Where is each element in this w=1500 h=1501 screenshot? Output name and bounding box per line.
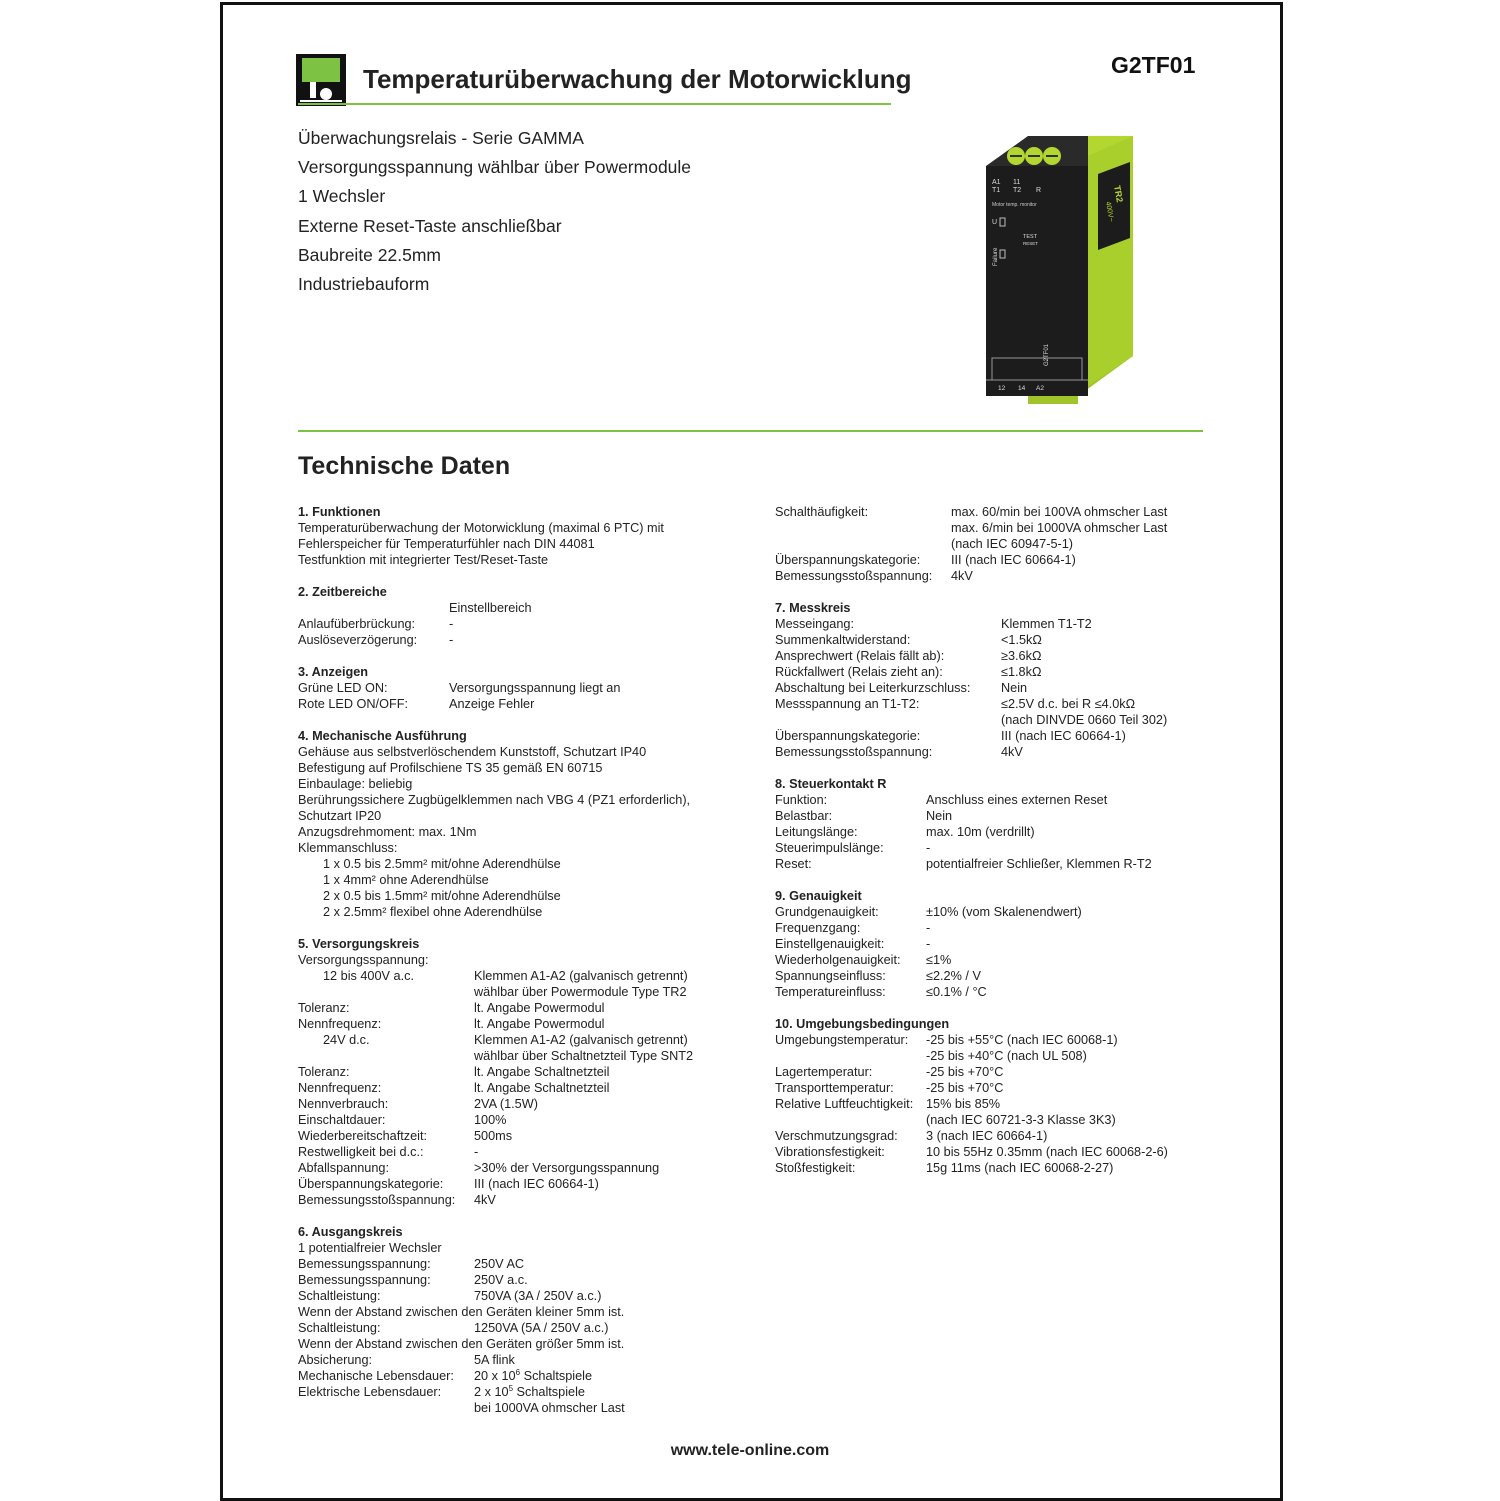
spec-key: Schalthäufigkeit: bbox=[775, 505, 869, 519]
spec-key: Bemessungsstoßspannung: bbox=[775, 569, 933, 583]
spec-key: 12 bis 400V a.c. bbox=[323, 969, 414, 983]
spec-line: Gehäuse aus selbstverlöschendem Kunststoff, Schutzart IP40 bbox=[298, 745, 647, 759]
spec-value: 10 bis 55Hz 0.35mm (nach IEC 60068-2-6) bbox=[926, 1145, 1168, 1159]
spec-value: (nach DINVDE 0660 Teil 302) bbox=[1001, 713, 1168, 727]
spec-key: Abfallspannung: bbox=[298, 1161, 389, 1175]
spec-row bbox=[775, 936, 1215, 952]
spec-row bbox=[775, 856, 1215, 872]
spec-section-title: 6. Ausgangskreis bbox=[298, 1225, 403, 1239]
spec-key: Nennverbrauch: bbox=[298, 1097, 389, 1111]
spec-key bbox=[775, 1112, 926, 1128]
spec-key: Anlaufüberbrückung: bbox=[298, 617, 416, 631]
spec-value: 15g 11ms (nach IEC 60068-2-27) bbox=[926, 1161, 1114, 1175]
spec-key: Nennfrequenz: bbox=[298, 1017, 382, 1031]
spec-row bbox=[775, 664, 1215, 680]
spec-key: Reset: bbox=[775, 857, 812, 871]
spec-section-title: 9. Genauigkeit bbox=[775, 889, 862, 903]
spec-key: Nennfrequenz: bbox=[298, 1081, 382, 1095]
spec-row bbox=[298, 968, 738, 984]
feature-item: Externe Reset-Taste anschließbar bbox=[298, 215, 562, 236]
spec-row bbox=[298, 1048, 738, 1064]
spec-key: Funktion: bbox=[775, 793, 828, 807]
spec-value: (nach IEC 60947-5-1) bbox=[951, 537, 1074, 551]
spec-value: 500ms bbox=[474, 1129, 513, 1143]
spec-value: (nach IEC 60721-3-3 Klasse 3K3) bbox=[926, 1113, 1116, 1127]
terminal-label: T1 bbox=[992, 187, 1001, 194]
spec-line: 2 x 0.5 bis 1.5mm² mit/ohne Aderendhülse bbox=[323, 889, 561, 903]
spec-row bbox=[298, 1112, 738, 1128]
spec-section-umgebung bbox=[775, 1016, 1215, 1176]
spec-value: lt. Angabe Powermodul bbox=[474, 1017, 605, 1031]
spec-key: Verschmutzungsgrad: bbox=[775, 1129, 898, 1143]
spec-key: Grundgenauigkeit: bbox=[775, 905, 879, 919]
spec-value: Anzeige Fehler bbox=[449, 697, 535, 711]
tele-logo-icon bbox=[296, 54, 346, 106]
terminal-label: A2 bbox=[1036, 385, 1044, 392]
spec-value: ≥3.6kΩ bbox=[1001, 649, 1042, 663]
spec-section-messkreis bbox=[775, 600, 1215, 760]
spec-row bbox=[775, 968, 1215, 984]
spec-value: 5A flink bbox=[474, 1353, 515, 1367]
spec-value: 250V a.c. bbox=[474, 1273, 528, 1287]
spec-row bbox=[775, 680, 1215, 696]
spec-row bbox=[298, 1288, 738, 1304]
spec-value: potentialfreier Schließer, Klemmen R-T2 bbox=[926, 857, 1152, 871]
spec-value: Klemmen A1-A2 (galvanisch getrennt) bbox=[474, 1033, 688, 1047]
spec-key: Frequenzgang: bbox=[775, 921, 861, 935]
spec-row bbox=[775, 1112, 1215, 1128]
feature-item: Überwachungsrelais - Serie GAMMA bbox=[298, 128, 584, 148]
terminal-label: R bbox=[1036, 187, 1042, 194]
spec-line: Testfunktion mit integrierter Test/Reset-Taste bbox=[298, 553, 549, 567]
spec-value: 250V AC bbox=[474, 1257, 525, 1271]
spec-section-title: 2. Zeitbereiche bbox=[298, 585, 387, 599]
spec-row bbox=[775, 904, 1215, 920]
spec-section-title: 10. Umgebungsbedingungen bbox=[775, 1017, 950, 1031]
spec-key bbox=[775, 1048, 926, 1064]
spec-key: Toleranz: bbox=[298, 1065, 350, 1079]
spec-line: Schutzart IP20 bbox=[298, 809, 382, 823]
spec-value: 2 x $10^5$ Schaltspiele bbox=[474, 1383, 585, 1399]
spec-value: -25 bis +70°C bbox=[926, 1065, 1004, 1079]
spec-line: Einbaulage: beliebig bbox=[298, 777, 413, 791]
spec-key: Auslöseverzögerung: bbox=[298, 633, 418, 647]
spec-value: Anschluss eines externen Reset bbox=[926, 793, 1108, 807]
spec-value: 3 (nach IEC 60664-1) bbox=[926, 1129, 1048, 1143]
spec-row bbox=[775, 616, 1215, 632]
spec-key: Schaltleistung: bbox=[298, 1289, 381, 1303]
spec-row bbox=[775, 520, 1215, 536]
device-label: Motor temp. monitor bbox=[992, 202, 1037, 208]
spec-value: max. 10m (verdrillt) bbox=[926, 825, 1035, 839]
spec-row bbox=[775, 808, 1215, 824]
spec-key: 24V d.c. bbox=[323, 1033, 370, 1047]
spec-key: Relative Luftfeuchtigkeit: bbox=[775, 1097, 914, 1111]
spec-row bbox=[298, 1256, 738, 1272]
feature-item: Versorgungsspannung wählbar über Powermodule bbox=[298, 157, 692, 178]
spec-value: lt. Angabe Powermodul bbox=[474, 1001, 605, 1015]
spec-section-anzeigen bbox=[298, 664, 738, 712]
feature-item: Baubreite 22.5mm bbox=[298, 244, 441, 265]
test-label: TEST bbox=[1023, 234, 1038, 240]
spec-row bbox=[298, 696, 738, 712]
spec-row bbox=[775, 1064, 1215, 1080]
model-label: G2TF01 bbox=[1044, 343, 1050, 366]
spec-value: 100% bbox=[474, 1113, 507, 1127]
spec-key: Transporttemperatur: bbox=[775, 1081, 894, 1095]
spec-section-versorgung bbox=[298, 936, 738, 1208]
spec-value: ≤1% bbox=[926, 953, 952, 967]
spec-value: III (nach IEC 60664-1) bbox=[474, 1177, 599, 1191]
spec-key: Bemessungsstoßspannung: bbox=[298, 1193, 456, 1207]
spec-row bbox=[775, 568, 1215, 584]
feature-item: 1 Wechsler bbox=[298, 186, 386, 207]
spec-section-steuerkontakt bbox=[775, 776, 1215, 872]
module-voltage-label: 400V~ bbox=[1104, 201, 1115, 223]
spec-row bbox=[775, 1048, 1215, 1064]
spec-row bbox=[298, 1384, 738, 1400]
spec-value: - bbox=[474, 1145, 479, 1159]
spec-row bbox=[298, 680, 738, 696]
spec-value: III (nach IEC 60664-1) bbox=[951, 553, 1076, 567]
spec-key: Rote LED ON/OFF: bbox=[298, 697, 408, 711]
spec-line: Anzugsdrehmoment: max. 1Nm bbox=[298, 825, 477, 839]
spec-value: Nein bbox=[1001, 681, 1028, 695]
spec-value: 4kV bbox=[474, 1193, 496, 1207]
spec-row bbox=[775, 1096, 1215, 1112]
spec-row bbox=[775, 1160, 1215, 1176]
spec-value: wählbar über Schaltnetzteil Type SNT2 bbox=[474, 1049, 694, 1063]
spec-row bbox=[775, 984, 1215, 1000]
led-label: U bbox=[992, 219, 998, 226]
spec-row bbox=[298, 1064, 738, 1080]
terminal-label: A1 bbox=[992, 179, 1001, 186]
spec-value: <1.5kΩ bbox=[1001, 633, 1042, 647]
spec-value: - bbox=[926, 937, 931, 951]
spec-row bbox=[775, 536, 1215, 552]
spec-row bbox=[298, 1400, 738, 1416]
spec-value: 4kV bbox=[951, 569, 973, 583]
spec-key: Rückfallwert (Relais zieht an): bbox=[775, 665, 943, 679]
spec-key: Leitungslänge: bbox=[775, 825, 858, 839]
spec-key: Einstellgenauigkeit: bbox=[775, 937, 885, 951]
spec-value: - bbox=[449, 617, 454, 631]
spec-key: Grüne LED ON: bbox=[298, 681, 388, 695]
spec-section-title: 1. Funktionen bbox=[298, 505, 381, 519]
spec-row bbox=[298, 1320, 738, 1336]
spec-row bbox=[298, 1176, 738, 1192]
terminal-label: 14 bbox=[1018, 385, 1026, 392]
spec-row bbox=[775, 792, 1215, 808]
spec-row bbox=[298, 984, 738, 1000]
spec-section-title: 3. Anzeigen bbox=[298, 665, 369, 679]
spec-key: Mechanische Lebensdauer: bbox=[298, 1369, 454, 1383]
spec-row bbox=[298, 1192, 738, 1208]
spec-key: Restwelligkeit bei d.c.: bbox=[298, 1145, 424, 1159]
product-code: G2TF01 bbox=[1111, 52, 1196, 78]
spec-value: Versorgungsspannung liegt an bbox=[449, 681, 621, 695]
spec-value: 15% bis 85% bbox=[926, 1097, 1001, 1111]
spec-column-header: Einstellbereich bbox=[449, 601, 532, 615]
spec-value: - bbox=[926, 921, 931, 935]
spec-row bbox=[775, 728, 1215, 744]
spec-row bbox=[775, 744, 1215, 760]
spec-value: III (nach IEC 60664-1) bbox=[1001, 729, 1126, 743]
spec-key: Absicherung: bbox=[298, 1353, 373, 1367]
spec-row bbox=[775, 824, 1215, 840]
spec-key: Summenkaltwiderstand: bbox=[775, 633, 911, 647]
spec-line: Wenn der Abstand zwischen den Geräten kleiner 5mm ist. bbox=[298, 1305, 625, 1319]
module-label: TR2 bbox=[1112, 184, 1125, 204]
spec-section-title: 5. Versorgungskreis bbox=[298, 937, 420, 951]
spec-line: Wenn der Abstand zwischen den Geräten größer 5mm ist. bbox=[298, 1337, 625, 1351]
spec-key bbox=[775, 712, 1001, 728]
product-image bbox=[968, 126, 1168, 411]
spec-key: Vibrationsfestigkeit: bbox=[775, 1145, 885, 1159]
spec-value: -25 bis +55°C (nach IEC 60068-1) bbox=[926, 1033, 1118, 1047]
spec-row bbox=[298, 1272, 738, 1288]
page-title: Temperaturüberwachung der Motorwicklung bbox=[363, 64, 912, 94]
spec-key: Steuerimpulslänge: bbox=[775, 841, 884, 855]
spec-value: 1250VA (5A / 250V a.c.) bbox=[474, 1321, 609, 1335]
spec-section-title: 8. Steuerkontakt R bbox=[775, 777, 887, 791]
spec-key: Toleranz: bbox=[298, 1001, 350, 1015]
spec-row bbox=[775, 632, 1215, 648]
spec-key: Abschaltung bei Leiterkurzschluss: bbox=[775, 681, 971, 695]
spec-key: Bemessungsspannung: bbox=[298, 1273, 431, 1287]
spec-line: Versorgungsspannung: bbox=[298, 953, 429, 967]
spec-line: 1 potentialfreier Wechsler bbox=[298, 1241, 442, 1255]
spec-value: Nein bbox=[926, 809, 953, 823]
spec-section-title: 7. Messkreis bbox=[775, 601, 851, 615]
spec-row bbox=[298, 1160, 738, 1176]
spec-row bbox=[775, 712, 1215, 728]
spec-row bbox=[298, 616, 738, 632]
spec-row bbox=[298, 1096, 738, 1112]
spec-value: 4kV bbox=[1001, 745, 1023, 759]
spec-row bbox=[775, 1144, 1215, 1160]
spec-value: ≤0.1% / °C bbox=[926, 985, 987, 999]
spec-key: Überspannungskategorie: bbox=[775, 553, 921, 567]
spec-value: Klemmen T1-T2 bbox=[1001, 617, 1092, 631]
spec-value: bei 1000VA ohmscher Last bbox=[474, 1401, 625, 1415]
spec-row bbox=[775, 952, 1215, 968]
specs-left-column bbox=[298, 504, 738, 1432]
feature-list bbox=[298, 124, 691, 299]
spec-key: Einschaltdauer: bbox=[298, 1113, 386, 1127]
spec-value: >30% der Versorgungsspannung bbox=[474, 1161, 660, 1175]
spec-key: Spannungseinfluss: bbox=[775, 969, 886, 983]
footer-url[interactable]: www.tele-online.com bbox=[670, 1442, 830, 1459]
spec-value: ±10% (vom Skalenendwert) bbox=[926, 905, 1082, 919]
spec-value: -25 bis +40°C (nach UL 508) bbox=[926, 1049, 1087, 1063]
spec-row bbox=[298, 1368, 738, 1384]
spec-row bbox=[298, 1016, 738, 1032]
spec-value: 2VA (1.5W) bbox=[474, 1097, 538, 1111]
spec-line: Berührungssichere Zugbügelklemmen nach VBG 4 (PZ1 erforderlich), bbox=[298, 793, 691, 807]
spec-value: max. 6/min bei 1000VA ohmscher Last bbox=[951, 521, 1168, 535]
spec-key: Überspannungskategorie: bbox=[298, 1177, 444, 1191]
spec-line: 1 x 4mm² ohne Aderendhülse bbox=[323, 873, 489, 887]
spec-row bbox=[775, 840, 1215, 856]
spec-line: Befestigung auf Profilschiene TS 35 gemäß EN 60715 bbox=[298, 761, 603, 775]
spec-row bbox=[775, 1032, 1215, 1048]
spec-line: Klemmanschluss: bbox=[298, 841, 398, 855]
spec-line: 2 x 2.5mm² flexibel ohne Aderendhülse bbox=[323, 905, 543, 919]
terminal-label: 11 bbox=[1013, 179, 1021, 186]
spec-key: Bemessungsspannung: bbox=[298, 1257, 431, 1271]
spec-section-zeitbereiche bbox=[298, 584, 738, 648]
title-underline bbox=[298, 103, 891, 105]
spec-value: ≤2.5V d.c. bei R ≤4.0kΩ bbox=[1001, 697, 1136, 711]
spec-row bbox=[298, 1080, 738, 1096]
spec-line: Fehlerspeicher für Temperaturfühler nach DIN 44081 bbox=[298, 537, 595, 551]
spec-value: - bbox=[926, 841, 931, 855]
reset-label: RESET bbox=[1023, 241, 1039, 246]
spec-section-title: 4. Mechanische Ausführung bbox=[298, 729, 467, 743]
spec-value: wählbar über Powermodule Type TR2 bbox=[474, 985, 687, 999]
spec-row bbox=[775, 552, 1215, 568]
spec-section-genauigkeit bbox=[775, 888, 1215, 1000]
failure-label: Failure bbox=[993, 247, 999, 266]
spec-row bbox=[775, 1128, 1215, 1144]
spec-row bbox=[298, 1144, 738, 1160]
spec-key: Wiederbereitschaftzeit: bbox=[298, 1129, 428, 1143]
spec-key: Überspannungskategorie: bbox=[775, 729, 921, 743]
spec-value: ≤1.8kΩ bbox=[1001, 665, 1042, 679]
section-title: Technische Daten bbox=[298, 452, 511, 480]
specs-right-column bbox=[775, 504, 1215, 1192]
spec-section-ausgang-cont bbox=[775, 504, 1215, 584]
spec-row bbox=[775, 504, 1215, 520]
spec-row bbox=[298, 1032, 738, 1048]
spec-value: 750VA (3A / 250V a.c.) bbox=[474, 1289, 602, 1303]
spec-value: -25 bis +70°C bbox=[926, 1081, 1004, 1095]
spec-key: Ansprechwert (Relais fällt ab): bbox=[775, 649, 945, 663]
spec-row bbox=[298, 1128, 738, 1144]
spec-value: Klemmen A1-A2 (galvanisch getrennt) bbox=[474, 969, 688, 983]
spec-value: lt. Angabe Schaltnetzteil bbox=[474, 1065, 610, 1079]
spec-row bbox=[298, 1352, 738, 1368]
terminal-label: T2 bbox=[1013, 187, 1022, 194]
spec-key: Wiederholgenauigkeit: bbox=[775, 953, 901, 967]
spec-line: 1 x 0.5 bis 2.5mm² mit/ohne Aderendhülse bbox=[323, 857, 561, 871]
spec-row bbox=[775, 648, 1215, 664]
spec-section-funktionen bbox=[298, 504, 738, 568]
spec-key: Lagertemperatur: bbox=[775, 1065, 873, 1079]
spec-value: ≤2.2% / V bbox=[926, 969, 981, 983]
spec-row bbox=[775, 920, 1215, 936]
spec-key: Temperatureinfluss: bbox=[775, 985, 886, 999]
spec-line: Temperaturüberwachung der Motorwicklung (maximal 6 PTC) mit bbox=[298, 521, 664, 535]
spec-key: Messeingang: bbox=[775, 617, 854, 631]
spec-value: max. 60/min bei 100VA ohmscher Last bbox=[951, 505, 1168, 519]
spec-section-ausgang bbox=[298, 1224, 738, 1416]
spec-row bbox=[775, 696, 1215, 712]
spec-key: Umgebungstemperatur: bbox=[775, 1033, 909, 1047]
spec-value: 20 x $10^6$ Schaltspiele bbox=[474, 1367, 593, 1383]
spec-key: Stoßfestigkeit: bbox=[775, 1161, 856, 1175]
spec-value: - bbox=[449, 633, 454, 647]
spec-row bbox=[298, 632, 738, 648]
feature-item: Industriebauform bbox=[298, 274, 430, 295]
spec-value: lt. Angabe Schaltnetzteil bbox=[474, 1081, 610, 1095]
spec-row bbox=[298, 1000, 738, 1016]
spec-section-mechanik bbox=[298, 728, 738, 920]
spec-key: Schaltleistung: bbox=[298, 1321, 381, 1335]
spec-key: Elektrische Lebensdauer: bbox=[298, 1385, 442, 1399]
spec-key: Belastbar: bbox=[775, 809, 833, 823]
spec-key: Bemessungsstoßspannung: bbox=[775, 745, 933, 759]
terminal-label: 12 bbox=[998, 385, 1006, 392]
section-divider bbox=[298, 430, 1203, 432]
spec-key: Messspannung an T1-T2: bbox=[775, 697, 920, 711]
spec-row bbox=[775, 1080, 1215, 1096]
